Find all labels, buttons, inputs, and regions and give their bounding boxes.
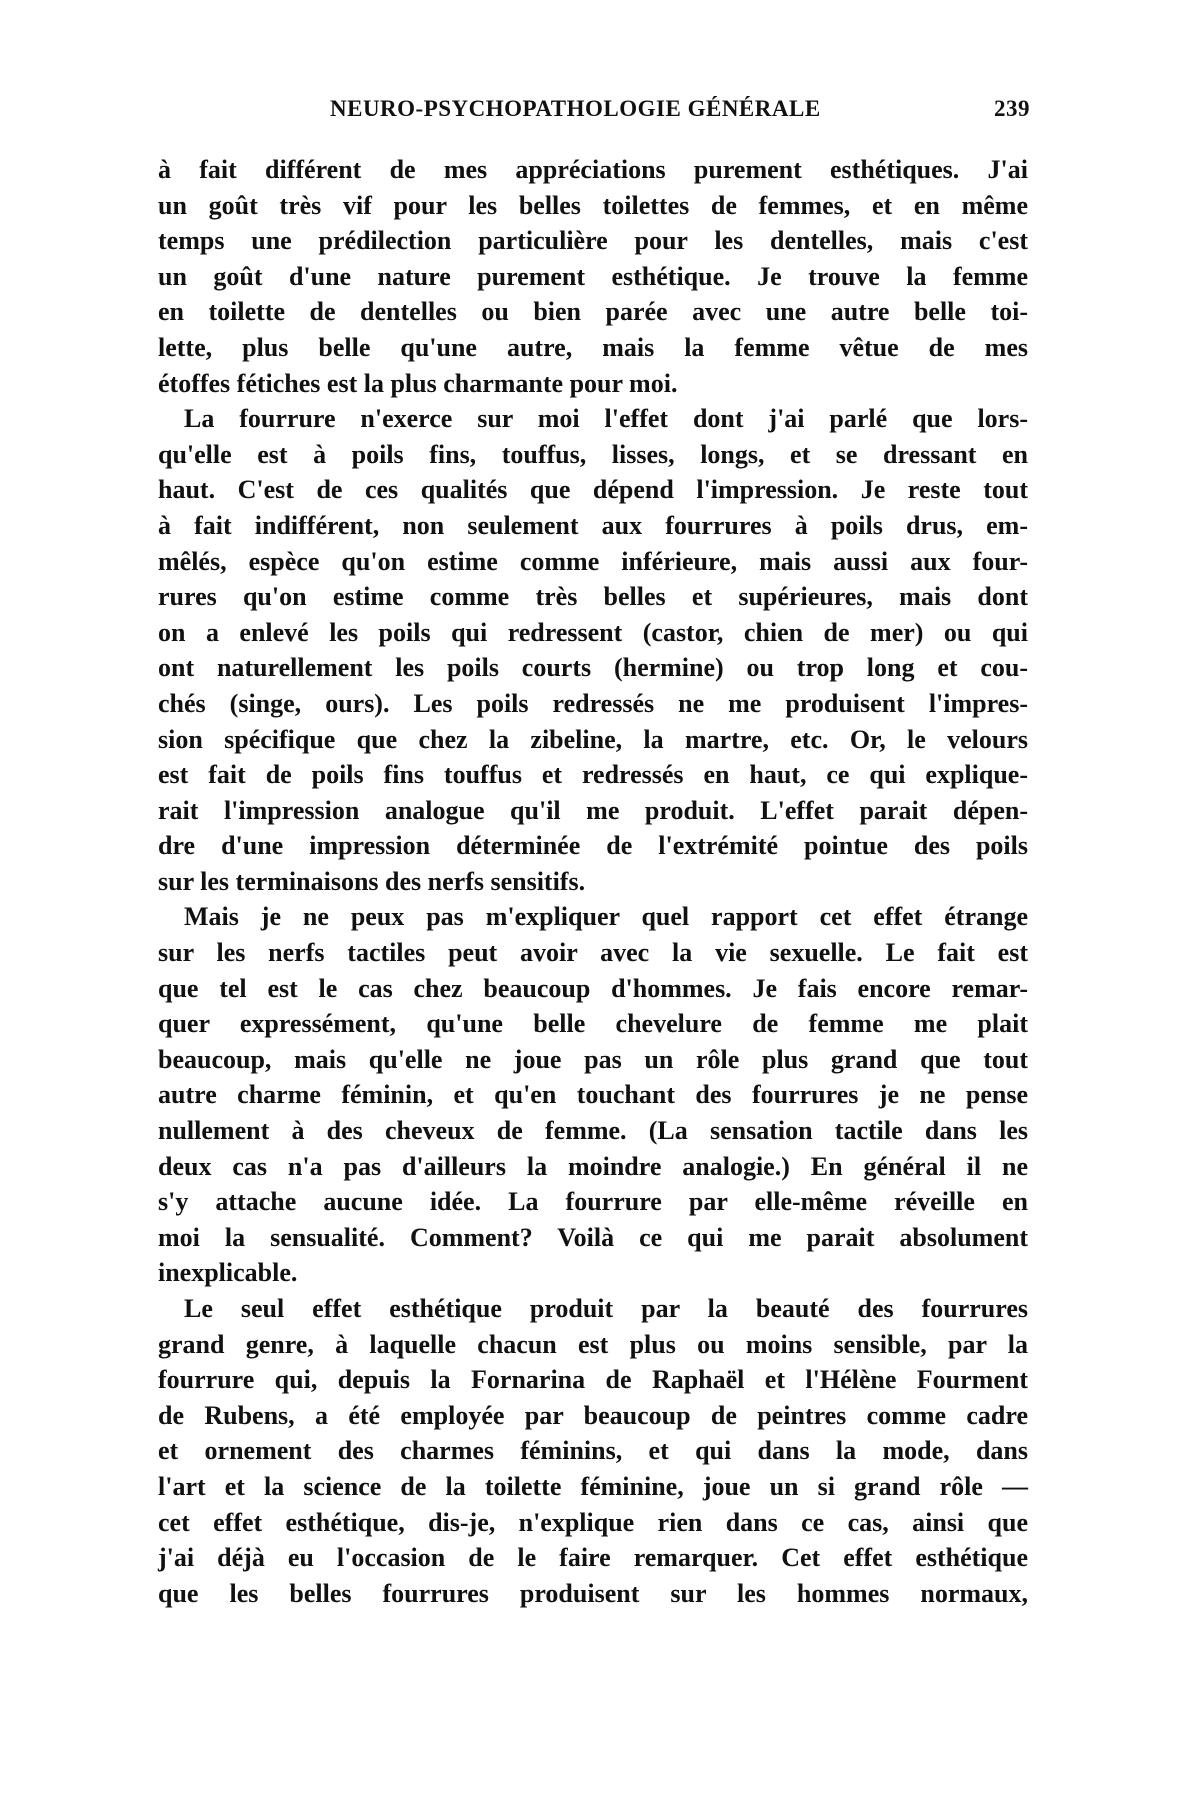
text-line: l'art et la science de la toilette féminine, joue un si grand rôle — <box>158 1471 1028 1501</box>
text-line: j'ai déjà eu l'occasion de le faire remarquer. Cet effet esthétique <box>158 1543 1028 1573</box>
text-line: quer expressément, qu'une belle chevelure de femme me plait <box>158 1009 1028 1039</box>
text-line: est fait de poils fins touffus et redressés en haut, ce qui explique- <box>158 760 1028 790</box>
text-line: beaucoup, mais qu'elle ne joue pas un rôle plus grand que tout <box>158 1044 1028 1074</box>
text-line: grand genre, à laquelle chacun est plus ou moins sensible, par la <box>158 1329 1028 1359</box>
paragraph <box>158 152 1028 401</box>
text-line: qu'elle est à poils fins, touffus, lisses, longs, et se dressant en <box>158 439 1028 469</box>
text-line: un goût d'une nature purement esthétique. Je trouve la femme <box>158 261 1028 291</box>
text-line: sion spécifique que chez la zibeline, la martre, etc. Or, le velours <box>158 724 1028 754</box>
text-line: s'y attache aucune idée. La fourrure par elle-même réveille en <box>158 1187 1028 1217</box>
running-title: NEURO-PSYCHOPATHOLOGIE GÉNÉRALE <box>330 96 821 121</box>
text-line: moi la sensualité. Comment? Voilà ce qui me parait absolument <box>158 1222 1028 1252</box>
running-header <box>330 96 1030 130</box>
text-line: cet effet esthétique, dis-je, n'explique rien dans ce cas, ainsi que <box>158 1507 1028 1537</box>
text-line: et ornement des charmes féminins, et qui dans la mode, dans <box>158 1436 1028 1466</box>
text-line: ont naturellement les poils courts (hermine) ou trop long et cou- <box>158 653 1028 683</box>
text-line: de Rubens, a été employée par beaucoup de peintres comme cadre <box>158 1400 1028 1430</box>
text-line: fourrure qui, depuis la Fornarina de Raphaël et l'Hélène Fourment <box>158 1365 1028 1395</box>
text-line: à fait différent de mes appréciations purement esthétiques. J'ai <box>158 155 1028 184</box>
text-line: haut. C'est de ces qualités que dépend l'impression. Je reste tout <box>158 475 1028 505</box>
text-line: La fourrure n'exerce sur moi l'effet dont j'ai parlé que lors- <box>184 404 1028 434</box>
page-number: 239 <box>994 96 1030 121</box>
text-line: lette, plus belle qu'une autre, mais la femme vêtue de mes <box>158 332 1028 362</box>
page-body <box>158 152 1028 1611</box>
text-line: rures qu'on estime comme très belles et supérieures, mais dont <box>158 582 1028 612</box>
text-line: chés (singe, ours). Les poils redressés ne me produisent l'impres- <box>158 688 1028 718</box>
text-line: que tel est le cas chez beaucoup d'hommes. Je fais encore remar- <box>158 973 1028 1003</box>
text-line: étoffes fétiches est la plus charmante pour moi. <box>158 368 678 398</box>
text-line: inexplicable. <box>158 1258 298 1288</box>
paragraph <box>158 401 1028 899</box>
text-line: Le seul effet esthétique produit par la beauté des fourrures <box>184 1294 1028 1323</box>
text-line: temps une prédilection particulière pour les dentelles, mais c'est <box>158 226 1028 256</box>
text-line: un goût très vif pour les belles toilettes de femmes, et en même <box>158 190 1028 220</box>
text-line: à fait indifférent, non seulement aux fourrures à poils drus, em- <box>158 510 1028 540</box>
text-line: sur les terminaisons des nerfs sensitifs. <box>158 866 586 896</box>
text-line: en toilette de dentelles ou bien parée avec une autre belle toi- <box>158 297 1028 327</box>
text-line: deux cas n'a pas d'ailleurs la moindre analogie.) En général il ne <box>158 1151 1028 1181</box>
text-line: nullement à des cheveux de femme. (La sensation tactile dans les <box>158 1116 1028 1146</box>
text-line: autre charme féminin, et qu'en touchant des fourrures je ne pense <box>158 1080 1028 1110</box>
paragraph <box>158 1291 1028 1611</box>
text-line: mêlés, espèce qu'on estime comme inférieure, mais aussi aux four- <box>158 546 1028 576</box>
text-line: Mais je ne peux pas m'expliquer quel rapport cet effet étrange <box>184 902 1028 932</box>
text-line: dre d'une impression déterminée de l'extrémité pointue des poils <box>158 831 1028 861</box>
text-line: rait l'impression analogue qu'il me produit. L'effet parait dépen- <box>158 795 1028 825</box>
text-line: que les belles fourrures produisent sur les hommes normaux, <box>158 1578 1028 1608</box>
text-line: on a enlevé les poils qui redressent (castor, chien de mer) ou qui <box>158 617 1028 647</box>
text-line: sur les nerfs tactiles peut avoir avec la vie sexuelle. Le fait est <box>158 938 1028 968</box>
paragraph <box>158 899 1028 1291</box>
